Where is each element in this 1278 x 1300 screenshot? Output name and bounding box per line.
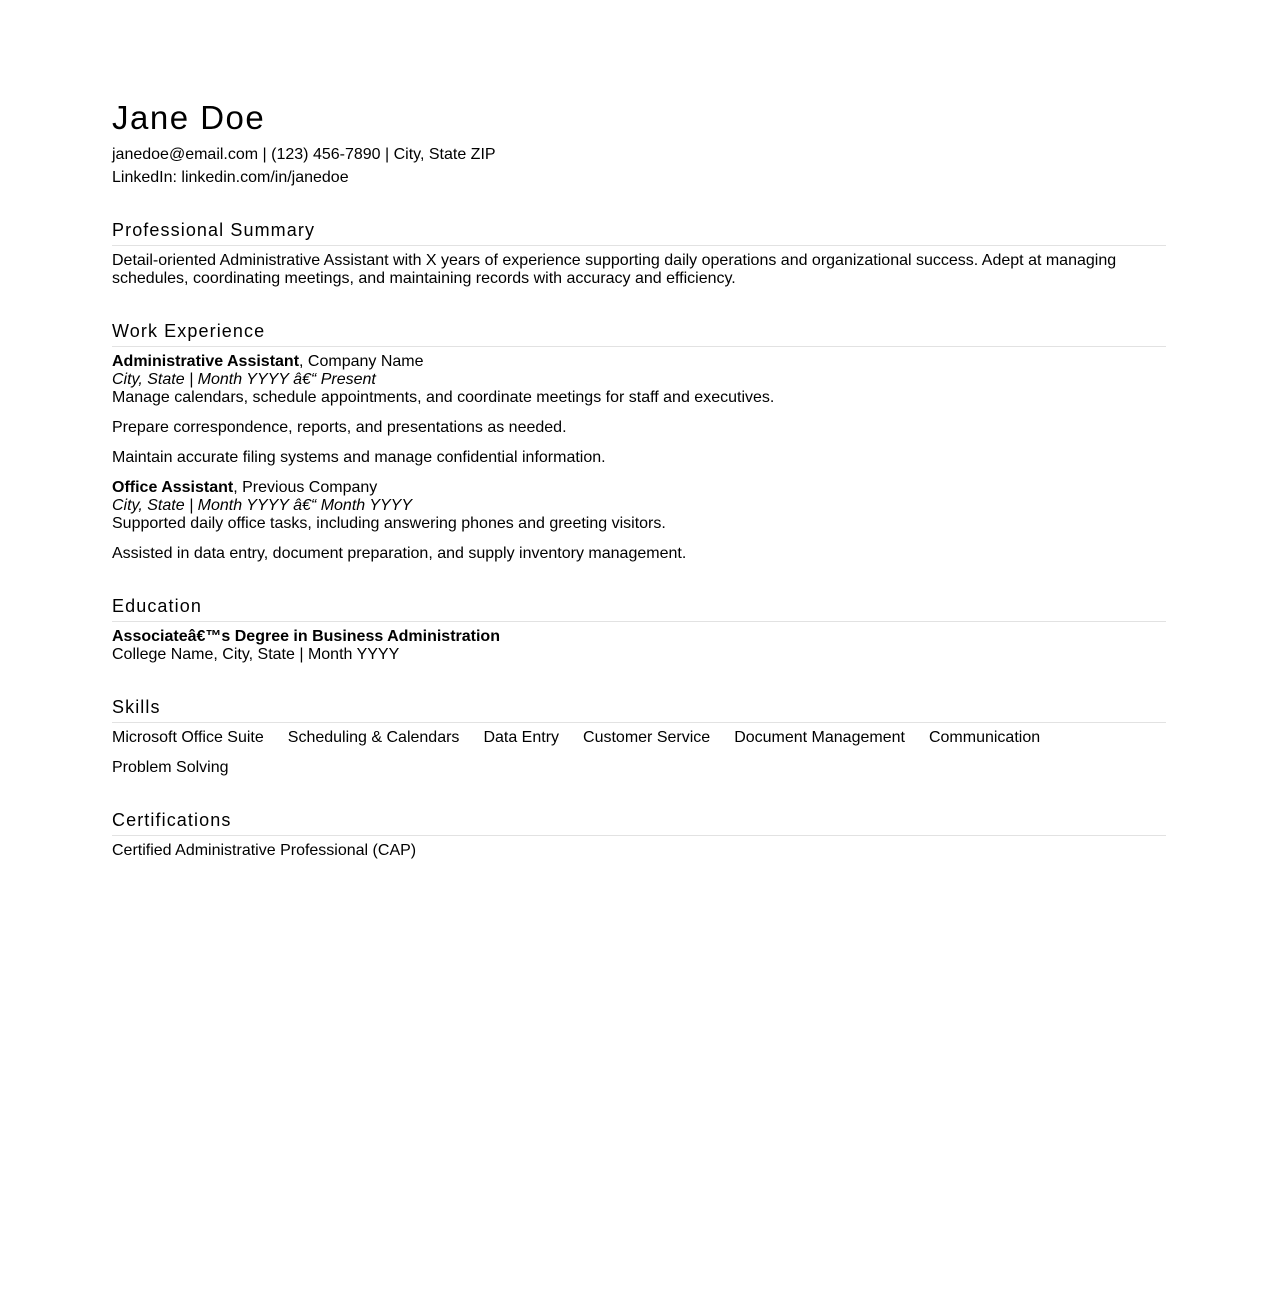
linkedin-line: LinkedIn: linkedin.com/in/janedoe: [112, 169, 349, 186]
degree-name: Associateâ€™s Degree in Business Administration: [112, 628, 500, 645]
section-title-summary: Professional Summary: [112, 219, 1166, 246]
contact-line: janedoe@email.com | (123) 456-7890 | City, State ZIP: [112, 146, 496, 163]
job-role: Office Assistant: [112, 479, 234, 496]
job-heading: [112, 479, 377, 497]
skill-item: Microsoft Office Suite: [112, 729, 264, 746]
section-title-education: Education: [112, 595, 1166, 622]
job-company: , Company Name: [299, 353, 424, 370]
skill-item: Document Management: [734, 729, 905, 746]
job-heading: [112, 353, 424, 371]
skill-item: Customer Service: [583, 729, 711, 746]
job-duty: Assisted in data entry, document preparation, and supply inventory management.: [112, 545, 687, 562]
job-meta: City, State | Month YYYY â€“ Month YYYY: [112, 497, 413, 514]
job-company: , Previous Company: [233, 479, 378, 496]
job-role: Administrative Assistant: [112, 353, 300, 370]
skill-item: Scheduling & Calendars: [287, 729, 460, 746]
job-duty: Prepare correspondence, reports, and presentations as needed.: [112, 419, 567, 436]
section-title-certifications: Certifications: [112, 809, 1166, 836]
skill-item: Communication: [928, 729, 1041, 746]
skill-item: Problem Solving: [112, 759, 229, 776]
education-details: College Name, City, State | Month YYYY: [112, 646, 400, 663]
job-duty: Maintain accurate filing systems and manage confidential information.: [112, 449, 606, 466]
certification-item: Certified Administrative Professional (CAP): [112, 842, 417, 859]
section-title-experience: Work Experience: [112, 320, 1166, 347]
job-duty: Supported daily office tasks, including answering phones and greeting visitors.: [112, 515, 666, 532]
summary-text: Detail-oriented Administrative Assistant with X years of experience supporting daily operations and organizational success. Adept at managing schedules, coordinating meetings, and maintaining records with accuracy and efficiency.: [112, 252, 1117, 287]
job-meta: City, State | Month YYYY â€“ Present: [112, 371, 376, 388]
skills-list: [112, 729, 1166, 789]
section-title-skills: Skills: [112, 696, 1166, 723]
job-duty: Manage calendars, schedule appointments, and coordinate meetings for staff and executives.: [112, 389, 775, 406]
skill-item: Data Entry: [483, 729, 560, 746]
candidate-name: Jane Doe: [112, 99, 266, 136]
